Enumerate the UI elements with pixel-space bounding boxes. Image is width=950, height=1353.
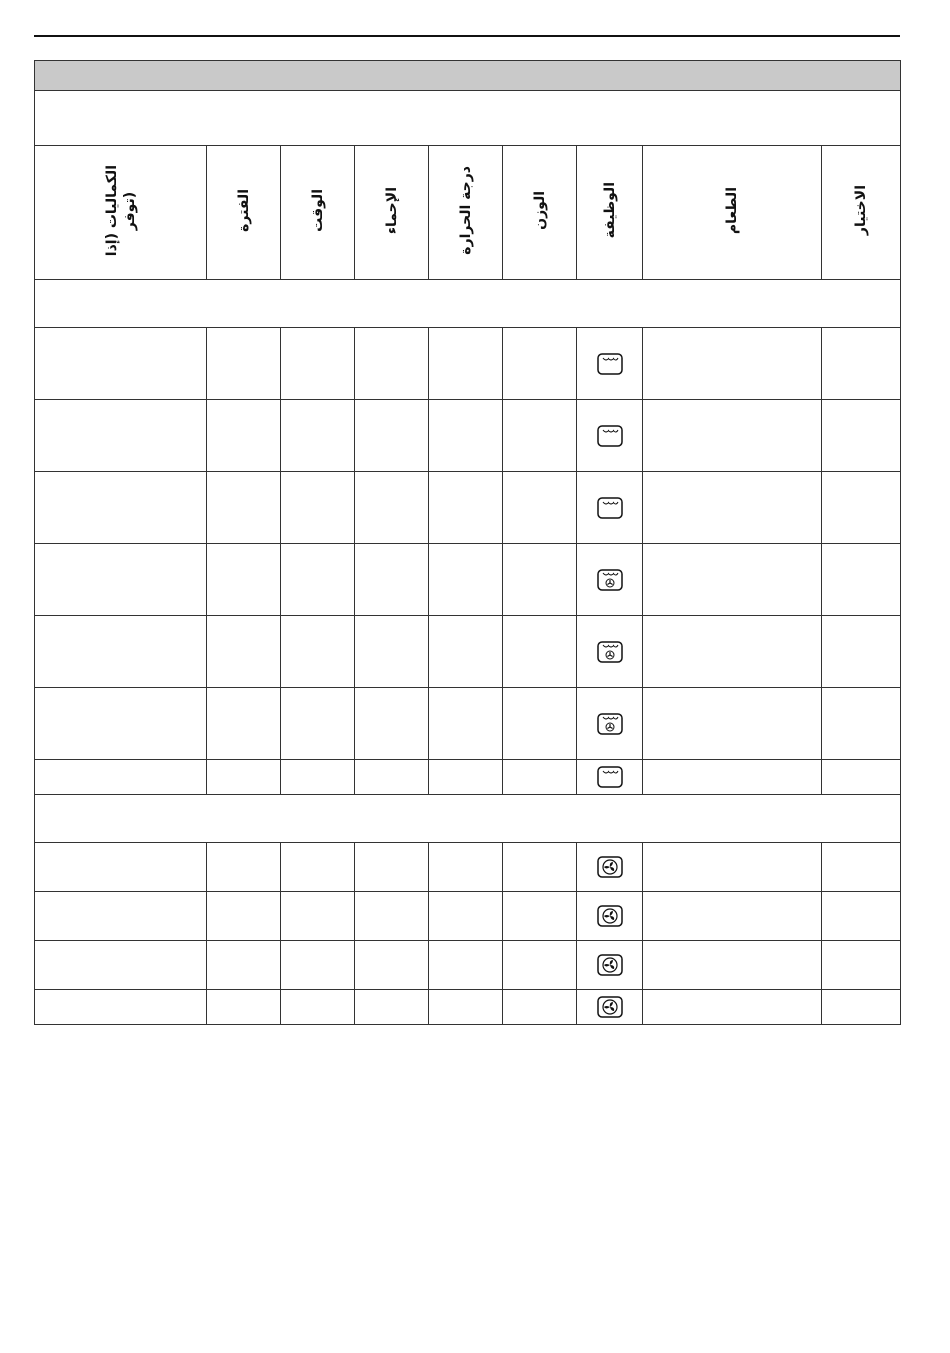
table-row (35, 616, 901, 688)
top-heat-icon (597, 353, 623, 375)
top-heat-icon (597, 766, 623, 788)
table-row (35, 760, 901, 795)
table-row (35, 688, 901, 760)
header-food: الطعام (643, 146, 822, 280)
table-header-row (35, 146, 901, 280)
section-1-body (35, 328, 901, 795)
table-row (35, 472, 901, 544)
section-2-body (35, 843, 901, 1025)
fan-icon (597, 856, 623, 878)
top-heat-fan-icon (597, 641, 623, 663)
header-time: الوقت (281, 146, 355, 280)
top-rule (34, 35, 900, 37)
header-options: الكماليات (إذا توفر) (35, 146, 207, 280)
table-row (35, 941, 901, 990)
fan-icon (597, 954, 623, 976)
table-row (35, 328, 901, 400)
header-preheat: الإحماء (355, 146, 429, 280)
table-title-bar (35, 61, 901, 91)
header-select: الاختيار (822, 146, 901, 280)
table-caption-row (35, 91, 901, 146)
header-temperature: درجة الحرارة (429, 146, 503, 280)
header-weight: الوزن (503, 146, 577, 280)
section-row (35, 280, 901, 328)
table-row (35, 544, 901, 616)
top-heat-fan-icon (597, 713, 623, 735)
table-row (35, 843, 901, 892)
top-heat-icon (597, 497, 623, 519)
top-heat-fan-icon (597, 569, 623, 591)
header-shelf: الفترة (207, 146, 281, 280)
table-row (35, 990, 901, 1025)
top-heat-icon (597, 425, 623, 447)
table-row (35, 892, 901, 941)
table-row (35, 400, 901, 472)
cooking-table (34, 60, 901, 1025)
fan-icon (597, 996, 623, 1018)
section-row (35, 795, 901, 843)
fan-icon (597, 905, 623, 927)
header-function: الوظيفة (577, 146, 643, 280)
